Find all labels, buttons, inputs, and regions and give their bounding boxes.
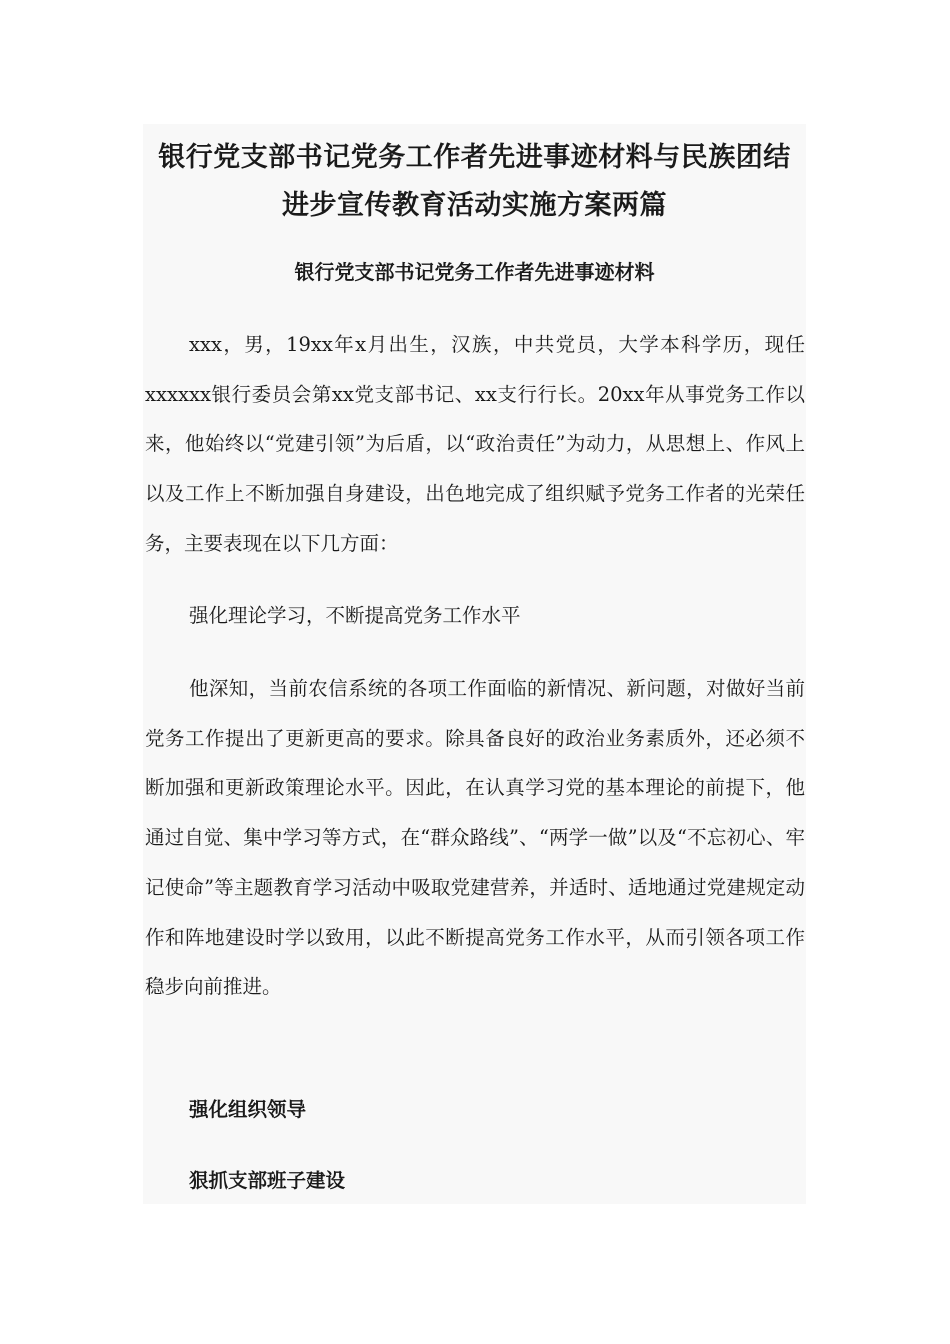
document-page [143,124,806,1204]
section-title: 银行党支部书记党务工作者先进事迹材料 [294,260,655,284]
heading-branch-team-building: 狠抓支部班子建设 [189,1169,346,1192]
document-title-line-2: 进步宣传教育活动实施方案两篇 [282,190,667,221]
paragraph-theory-study: 他深知，当前农信系统的各项工作面临的新情况、新问题，对做好当前党务工作提出了更新更高的要求。除具备良好的政治业务素质外，还必须不断加强和更新政策理论水平。因此，在认真学习党的基本理论的前提下，他通过自觉、集中学习等方式，在“群众路线”、“两学一做”以及“不忘初心、牢记使命”等主题教育学习活动中吸取党建营养，并适时、适地通过党建规定动作和阵地建设时学以致用，以此不断提高党务工作水平，从而引领各项工作稳步向前推进。 [145,677,805,999]
document-title-line-1: 银行党支部书记党务工作者先进事迹材料与民族团结 [158,142,791,173]
paragraph-subheading-theory: 强化理论学习，不断提高党务工作水平 [189,604,521,627]
paragraph-intro: xxx，男，19xx年x月出生，汉族，中共党员，大学本科学历，现任xxxxxx银行委员会第xx党支部书记、xx支行行长。20xx年从事党务工作以来，他始终以“党建引领”为后盾，以“政治责任”为动力，从思想上、作风上以及工作上不断加强自身建设，出色地完成了组织赋予党务工作者的光荣任务，主要表现在以下几方面： [145,333,805,555]
heading-organization-leadership: 强化组织领导 [189,1098,307,1121]
